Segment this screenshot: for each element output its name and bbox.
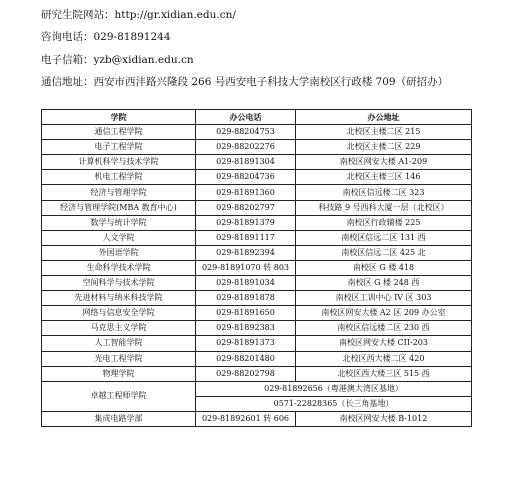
address-cell: 南校区行政辅楼 225 xyxy=(296,215,472,230)
phone-cell: 029-81892601 转 606 xyxy=(196,411,296,426)
phone-cell: 029-88204736 xyxy=(196,170,296,185)
college-cell: 集成电路学部 xyxy=(42,411,196,426)
college-cell: 先进材料与纳米科技学院 xyxy=(42,291,196,306)
address-cell: 南校区信远二区 425 北 xyxy=(296,245,472,260)
phone-cell-yrd: 0571-22828365（长三角基地） xyxy=(196,396,472,411)
phone-cell: 029-88202798 xyxy=(196,366,296,381)
college-cell: 人文学院 xyxy=(42,230,196,245)
address-cell: 南校区网安大楼 CII-203 xyxy=(296,336,472,351)
address-cell: 科技路 9 号西科大厦一层（北校区） xyxy=(296,200,472,215)
table-row xyxy=(42,321,472,336)
table-row xyxy=(42,140,472,155)
table-row-zhuoyue xyxy=(42,381,472,396)
header-phone: 办公电话 xyxy=(196,110,296,125)
table-row xyxy=(42,170,472,185)
college-cell: 经济与管理学院(MBA 教育中心) xyxy=(42,200,196,215)
college-cell: 网络与信息安全学院 xyxy=(42,306,196,321)
address-cell: 北校区主楼二区 215 xyxy=(296,125,472,140)
college-cell: 通信工程学院 xyxy=(42,125,196,140)
college-cell: 卓越工程师学院 xyxy=(42,381,196,411)
phone-cell: 029-88201480 xyxy=(196,351,296,366)
table-row xyxy=(42,260,472,275)
table-row xyxy=(42,215,472,230)
table-row xyxy=(42,306,472,321)
address-cell: 南校区信远楼二区 230 西 xyxy=(296,321,472,336)
phone-cell: 029-81891379 xyxy=(196,215,296,230)
phone-cell: 029-88204753 xyxy=(196,125,296,140)
table-row xyxy=(42,155,472,170)
phone-cell: 029-81891034 xyxy=(196,276,296,291)
phone-cell: 029-81892394 xyxy=(196,245,296,260)
address-cell: 北校区主楼二区 229 xyxy=(296,140,472,155)
table-row xyxy=(42,245,472,260)
college-cell: 马克思主义学院 xyxy=(42,321,196,336)
address-cell: 北校区西大楼二区 420 xyxy=(296,351,472,366)
address-cell: 南校区信远楼二区 323 xyxy=(296,185,472,200)
table-row xyxy=(42,200,472,215)
address-cell: 南校区信远二区 131 西 xyxy=(296,230,472,245)
phone-cell: 029-81892383 xyxy=(196,321,296,336)
address-cell: 南校区网安大楼 B-1012 xyxy=(296,411,472,426)
table-row xyxy=(42,366,472,381)
address-line: 通信地址：西安市西沣路兴隆段 266 号西安电子科技大学南校区行政楼 709（研招办） xyxy=(41,76,449,88)
phone-cell: 029-81891360 xyxy=(196,185,296,200)
phone-cell: 029-81891304 xyxy=(196,155,296,170)
college-cell: 机电工程学院 xyxy=(42,170,196,185)
college-cell: 外国语学院 xyxy=(42,245,196,260)
email-line: 电子信箱：yzb@xidian.edu.cn xyxy=(41,54,194,66)
table-row xyxy=(42,185,472,200)
phone-cell: 029-81891878 xyxy=(196,291,296,306)
phone-cell: 029-81891117 xyxy=(196,230,296,245)
college-cell: 物理学院 xyxy=(42,366,196,381)
table-row xyxy=(42,336,472,351)
college-cell: 生命科学技术学院 xyxy=(42,260,196,275)
website-line: 研究生院网站：http://gr.xidian.edu.cn/ xyxy=(41,9,236,21)
college-cell: 计算机科学与技术学院 xyxy=(42,155,196,170)
address-cell: 南校区 G 楼 248 西 xyxy=(296,276,472,291)
address-cell: 南校区 G 楼 418 xyxy=(296,260,472,275)
college-cell: 数学与统计学院 xyxy=(42,215,196,230)
table-row xyxy=(42,411,472,426)
address-cell: 南校区工训中心 IV 区 303 xyxy=(296,291,472,306)
phone-cell: 029-81891070 转 803 xyxy=(196,260,296,275)
table-row xyxy=(42,230,472,245)
phone-line: 咨询电话：029-81891244 xyxy=(41,31,171,43)
phone-cell: 029-88202797 xyxy=(196,200,296,215)
table-row xyxy=(42,276,472,291)
college-cell: 人工智能学院 xyxy=(42,336,196,351)
phone-cell-gba: 029-81892656（粤港澳大湾区基地） xyxy=(196,381,472,396)
college-cell: 光电工程学院 xyxy=(42,351,196,366)
college-cell: 经济与管理学院 xyxy=(42,185,196,200)
phone-cell: 029-81891373 xyxy=(196,336,296,351)
phone-cell: 029-88202276 xyxy=(196,140,296,155)
header-college: 学院 xyxy=(42,110,196,125)
address-cell: 北校区西大楼三区 515 西 xyxy=(296,366,472,381)
address-cell: 北校区主楼三区 146 xyxy=(296,170,472,185)
table-row xyxy=(42,291,472,306)
table-row xyxy=(42,125,472,140)
table-row xyxy=(42,351,472,366)
address-cell: 南校区网安大楼 A2 区 209 办公室 xyxy=(296,306,472,321)
phone-cell: 029-81891650 xyxy=(196,306,296,321)
college-contact-table xyxy=(41,109,472,427)
address-cell: 南校区网安大楼 A1-209 xyxy=(296,155,472,170)
table-header-row xyxy=(42,110,472,125)
college-cell: 电子工程学院 xyxy=(42,140,196,155)
college-cell: 空间科学与技术学院 xyxy=(42,276,196,291)
header-address: 办公地址 xyxy=(296,110,472,125)
